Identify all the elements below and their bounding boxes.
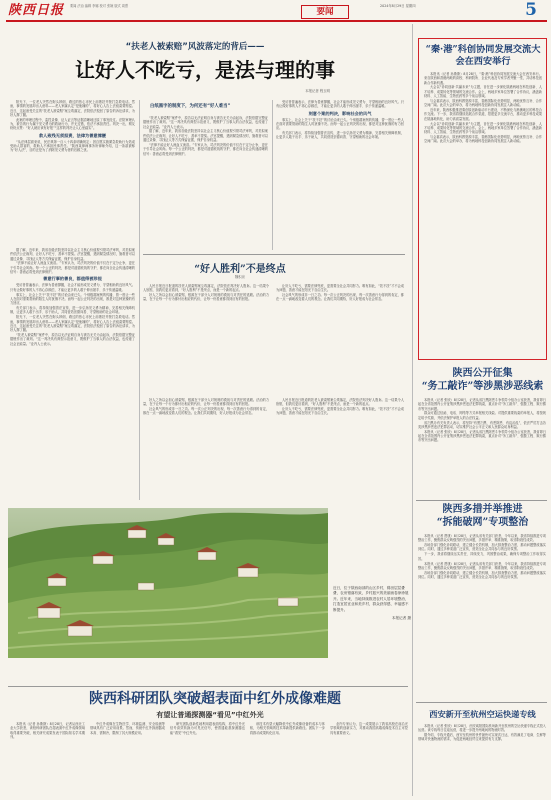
photo-credit: 本报记者 摄 [391, 616, 411, 621]
bottom-story-title: 陕西科研团队突破超表面中红外成像难题 [89, 691, 341, 707]
right-paragraph: 本报讯（记者 张欣）8月28日，记者从省扫黑除恶斗争领导小组办公室获悉，我省即日起在全省范围内公开征集涉黑涉恶违法犯罪线索，重点针对“务工敲诈”、强揽工程、欺行霸市等突出问题。 [418, 429, 546, 443]
header-meta: 要闻 法治 编辑 李娜 校对 张婉 版式 周熹 [70, 4, 129, 8]
opinion-paragraph: 让好人不吃亏，需要法律兜底，更需要全社会共同努力。唯有如此，“扶不扶”才不会成为问题，善意才能在阳光下自由生长。 [276, 284, 404, 293]
opinion-column-4 [276, 398, 404, 498]
opinion-column-2 [276, 284, 404, 394]
bottom-column-5 [330, 722, 408, 798]
opinion-paragraph: 让好人不吃亏，需要法律兜底，更需要全社会共同努力。唯有如此，“扶不扶”才不会成为问题，善意才能在阳光下自由生长。 [276, 407, 404, 416]
section-rule [143, 254, 405, 255]
lead-paragraph: “法律不能让好人流血又流泪。”专家认为，司法判决的价值不仅在于定分止争，更在于引导社会风尚。每一个公正的判决，都是对道德底线的守护，都在向全社会传递清晰的信号：善意必将受到法律保护。 [10, 261, 135, 275]
highlight-body [424, 72, 542, 354]
lead-paragraph: 此案的审理过程中，监控录像、证人证言等证据清晰地还原了事发经过。法院审理认为，被告的行为属于见义勇为的救助行为，并无过错，依法不承担责任。判决一出，网友纷纷点赞：“好人就应该有好报”“这样的判决让人心里踏实”。 [10, 117, 135, 131]
highlight-paragraph: 近年来，陕西积极推进秦创原创新驱动平台建设，不断深化与港澳地区的科技合作交流。下一步，我省将继续拓展合作渠道，搭建更多交流平台，推动更多科技成果在陕落地转化，助力高质量发展。 [424, 108, 542, 121]
lead-subhead: 刻意个案的判决，影响社会的风气 [308, 110, 372, 116]
lead-column-1b [10, 248, 135, 498]
highlight-paragraph: 本报讯（记者 孙斯斯）8月28日，“秦·港”科创协同发展交流大会在西安举行。来自陕西和香港两地的高校、科研院所、企业代表及专家学者齐聚一堂，共话科技创新合作新机遇。 [424, 72, 542, 85]
right-paragraph: 本报讯（记者 张欣）8月28日，西安咸阳国际机场新开至杭州的空运快递专线正式投入运营。该专线每日往返运营，将进一步提升两地间的物流时效。 [418, 724, 546, 733]
column-rule [412, 24, 413, 796]
lead-column-3 [276, 100, 404, 250]
right-paragraph: 各地各部门强化协同联动，建立健全长效机制，加大排查整治力度，推动问题整改落实到位。同时，通过多种渠道广泛宣传，营造全社会共同参与的良好氛围。 [418, 543, 546, 552]
right-paragraph: 据介绍，专线开通后，西安至杭州的快件最快可实现次日达，有效满足了电商、生鲜等领域对快速物流的需求，为促进两地经贸往来提供有力支撑。 [418, 733, 546, 742]
right-story-3-body [418, 724, 546, 796]
lead-paragraph: “法律不能让好人流血又流泪。”专家认为，司法判决的价值不仅在于定分止争，更在于引导社会风尚。每一个公正的判决，都是对道德底线的守护，都在向全社会传递清晰的信号：善意必将受到法律保护。 [143, 142, 268, 156]
lead-subhead: 白纸黑字的制度下，为何还有“好人难当” [150, 104, 231, 109]
opinion-byline: 魏积泉 [234, 275, 246, 279]
masthead-logo: 陕西日报 [8, 3, 65, 18]
highlight-paragraph: 大会以“协同创新·共赢未来”为主题，旨在进一步深化陕港两地在科技创新、人才培养、成果转化等领域的交流合作。会上，两地多家单位签署了合作协议，涵盖新材料、人工智能、生物医药等多个前沿领域。 [424, 121, 542, 135]
opinion-column-1 [143, 284, 269, 394]
section-rule [8, 686, 408, 687]
column-rule [139, 100, 140, 500]
lead-column-1 [10, 100, 135, 245]
opinion-paragraph: 好人之所以会担心被索赔，根源在于部分人对规则的漠视与对责任的逃避。法治的力量，在于让每一个行为都付出相应的代价，让每一份善意都得到应有的回报。 [143, 293, 269, 302]
right-paragraph: 本报讯（记者 张欣）8月28日，记者从省扫黑除恶斗争领导小组办公室获悉，我省即日起在全省范围内公开征集涉黑涉恶违法犯罪线索，重点针对“务工敲诈”、强揽工程、欺行霸市等突出问题。 [418, 398, 546, 411]
bottom-paragraph: 该技术有望大幅降低中红外成像设备的成本与体积，为相关领域的技术革新提供新路径。团队下一步将推动成果转化应用。 [250, 722, 325, 735]
opinion-title: “好人胜利”不是终点 [194, 264, 286, 275]
bottom-column-4 [250, 722, 325, 798]
bottom-paragraph: 业内专家认为，这一成果展示了我省高校在前沿光学领域的创新实力，对推动我国高端成像技术自主可控具有重要意义。 [330, 722, 408, 735]
right-story-1-title-line2: “务工敲诈”等涉黑涉恶线索 [421, 381, 544, 392]
section-rule [416, 702, 547, 703]
highlight-title: “秦·港”科创协同发展交流大会在西安举行 [425, 44, 541, 67]
lead-paragraph: 阳光下，一位老人突然在街头摔倒，路过的热心市民上前搀扶并拨打急救电话。然而，事情的发展却出人意料——老人家属认定“是他撞的”，将好心人告上法庭索要赔偿。近日，这起备受关注的“扶老人被索赔”案尘埃落定，法院依法驳回了原告的诉讼请求，为好人撑了腰。 [10, 100, 135, 117]
right-paragraph: 各地各部门强化协同联动，建立健全长效机制，加大排查整治力度，推动问题整改落实到位。同时，通过多种渠道广泛宣传，营造全社会共同参与的良好氛围。 [418, 570, 546, 580]
highlight-paragraph: 大会以“协同创新·共赢未来”为主题，旨在进一步深化陕港两地在科技创新、人才培养、成果转化等领域的交流合作。会上，两地多家单位签署了合作协议，涵盖新材料、人工智能、生物医药等多个前沿领域。 [424, 85, 542, 99]
opinion-column-3 [143, 398, 269, 498]
bottom-paragraph: 研究团队创新性地利用超表面结构，将中红外光信号高效转换为可见光信号，使普通硅基探测器也能“看见”中红外光。 [170, 722, 245, 735]
lead-paragraph: 据了解，近年来，我省各级法院坚持以社会主义核心价值观引领司法审判，对类似案件依法公正裁判，让好人不吃亏、善举不蒙冤。法官提醒，遇到紧急情况时，施救者可以通过录像、寻找证人等方式保留证据，保护自身权益。 [10, 248, 135, 261]
lead-title: 让好人不吃亏，是法与理的事 [75, 58, 335, 82]
lead-paragraph: “扶老人被索赔”案件中，原告以无法证明自身与被告无关为由起诉，法院依据完整证据链作出了裁判。“这一判决具有典型示范意义，既维护了当事人的合法权益，也传递了社会正能量。”业内人士表示。 [143, 116, 268, 129]
right-paragraph: 省扫黑办有关负责人表示，将坚持“有黑扫黑、有恶除恶、有乱治乱”，依法严厉打击各类涉黑涉恶违法犯罪活动，切实维护社会公平正义和人民群众切身利益。 [418, 420, 546, 429]
right-paragraph: 下一步，我省将继续压实责任、持续发力，巩固整治成果，确保专项整治工作取得实效。 [418, 552, 546, 561]
bottom-column-2 [90, 722, 165, 798]
right-story-1-body [418, 398, 546, 498]
lead-subhead: 救人致残无须担责，法律为善意撑腰 [38, 132, 106, 138]
bottom-paragraph: 中红外成像在生物医学、环境监测、安全检测等领域具有广泛应用前景。然而，传统中红外探测器成本高、需制冷，限制了其大规模应用。 [90, 722, 165, 735]
lead-paragraph: 阳光下，一位老人突然在街头摔倒，路过的热心市民上前搀扶并拨打急救电话。然而，事情的发展却出人意料——老人家属认定“是他撞的”，将好心人告上法庭索要赔偿。近日，这起备受关注的“扶老人被索赔”案尘埃落定，法院依法驳回了原告的诉讼请求，为好人撑了腰。 [10, 315, 135, 333]
right-story-1-title: 陕西公开征集 [452, 368, 513, 379]
right-paragraph: 本报讯（记者 贾康）8月28日，记者从省有关部门获悉，今年以来，我省持续推进专项整治工作，聚焦群众反映强烈的突出问题，多措并举、精准施策，取得阶段性成效。 [418, 561, 546, 570]
right-story-3-title: 西安新开至杭州空运快递专线 [429, 709, 536, 719]
opinion-paragraph: 人民日报近日报道的扶老人被索赔案尘埃落定，法院依法判决好人胜诉。这一结果令人欣慰，但我们更应看到，“好人胜利”不是终点，而是一个新的起点。 [143, 284, 269, 293]
lead-paragraph: 受访者普遍表示，法律为善意撑腰，社会才能形成见义勇为、守望相助的良好风气。只有让做好事的人不再心存顾虑，才能让更多的人敢于伸出援手、乐于传递温暖。 [10, 283, 135, 292]
column-rule [272, 100, 273, 250]
date-line: 2024年8月29日 星期四 [380, 4, 416, 8]
lead-paragraph: 据了解，近年来，我省各级法院坚持以社会主义核心价值观引领司法审判，对类似案件依法公正裁判，让好人不吃亏、善举不蒙冤。法官提醒，遇到紧急情况时，施救者可以通过录像、寻找证人等方式保留证据，保护自身权益。 [143, 129, 268, 143]
right-paragraph: 本报讯（记者 贾康）8月28日，记者从省有关部门获悉，今年以来，我省持续推进专项整治工作，聚焦群众反映强烈的突出问题，多措并举、精准施策，取得阶段性成效。 [418, 534, 546, 543]
opinion-paragraph: 社会风气的形成非一日之功。每一次公正判决的出现，每一次善意行为得到的肯定，都在一点一滴地改变着人们的观念。让我们共同期待，好人好报成为社会常态。 [276, 293, 404, 302]
bottom-column-1 [10, 722, 85, 798]
highlight-paragraph: 与会嘉宾表示，陕西科教资源丰富，香港国际化优势明显，两地优势互补、合作空间广阔。此次大会的举办，将为两地科技创新协同发展注入新动能。 [424, 135, 542, 144]
opinion-paragraph: 人民日报近日报道的扶老人被索赔案尘埃落定，法院依法判决好人胜诉。这一结果令人欣慰，但我们更应看到，“好人胜利”不是终点，而是一个新的起点。 [276, 398, 404, 407]
photo-caption-text: 近日，位于陕西南部的山区乡村，梯田层层叠叠，农房错落有致，乡村振兴的美丽画卷徐徐展开。近年来，当地持续推进农村人居环境整治，打造宜居宜业和美乡村，群众获得感、幸福感不断提升。 [333, 586, 409, 612]
section-rule [416, 500, 547, 501]
lead-paragraph: “扶老人被索赔”案件中，原告以无法证明自身与被告无关为由起诉，法院依据完整证据链作出了裁判。“这一判决具有典型示范意义，既维护了当事人的合法权益，也传递了社会正能量。”业内人士表示。 [10, 333, 135, 346]
right-paragraph: 群众可通过信函、电话、网络等方式举报相关线索。对提供重要线索的举报人，将按规定给予奖励，并依法保护举报人的合法权益。 [418, 411, 546, 420]
landscape-photo [8, 508, 328, 658]
right-story-2-title: 陕西多措并举推进 [442, 504, 523, 515]
lead-byline: 本报记者 程玉明 [305, 89, 330, 93]
lead-paragraph: “从法律层面来说，民法典第一百八十四条明确规定：因自愿实施紧急救助行为造成受助人损害的，救助人不承担民事责任。”陕西某律师事务所律师介绍，这一条款被称为“好人法”，目的正是为了消除见义勇为者的后顾之忧。 [10, 139, 135, 153]
lead-paragraph: 有关部门表示，将持续加强普法宣传，进一步弘扬见义勇为精神，完善相关保障机制，让更多人敢于出手、乐于助人，共同营造崇德向善、守望相助的社会环境。 [276, 131, 404, 140]
lead-column-2 [143, 116, 268, 251]
bottom-story-subtitle: 有望让普通探测器“看见”中红外光 [156, 711, 264, 719]
section-label: 要闻 [301, 5, 349, 19]
opinion-paragraph: 社会风气的形成非一日之功。每一次公正判决的出现，每一次善意行为得到的肯定，都在一点一滴地改变着人们的观念。让我们共同期待，好人好报成为社会常态。 [143, 407, 269, 416]
right-story-2-body [418, 534, 546, 699]
lead-subhead: 善意行事的善良，都值得被珍视 [43, 276, 102, 282]
highlight-paragraph: 与会嘉宾表示，陕西科教资源丰富，香港国际化优势明显，两地优势互补、合作空间广阔。此次大会的举办，将为两地科技创新协同发展注入新动能。 [424, 98, 542, 108]
landscape-photo-drawing [8, 508, 328, 658]
lead-kicker: “扶老人被索赔”风波落定的背后—— [125, 42, 265, 52]
bottom-paragraph: 本报讯（记者 孙斯斯）8月28日，记者从西北工业大学获悉，该校科研团队在超表面中红外成像领域取得重要突破，相关研究成果发表于国际知名学术期刊。 [10, 722, 85, 739]
lead-paragraph: 事实上，社会上关于“扶不扶”的讨论由来已久。个别极端案例的传播，曾一度让一些人在面对需要帮助的陌生人时犹豫不决。而每一起公正判决的出现，都是对这种犹豫的有力回应。 [276, 117, 404, 131]
lead-paragraph: 事实上，社会上关于“扶不扶”的讨论由来已久。个别极端案例的传播，曾一度让一些人在面对需要帮助的陌生人时犹豫不决。而每一起公正判决的出现，都是对这种犹豫的有力回应。 [10, 292, 135, 306]
opinion-paragraph: 好人之所以会担心被索赔，根源在于部分人对规则的漠视与对责任的逃避。法治的力量，在于让每一个行为都付出相应的代价，让每一份善意都得到应有的回报。 [143, 398, 269, 407]
right-story-2-title-line2: “拆能破网”专项整治 [436, 517, 529, 528]
lead-paragraph: 有关部门表示，将持续加强普法宣传，进一步弘扬见义勇为精神，完善相关保障机制，让更多人敢于出手、乐于助人，共同营造崇德向善、守望相助的社会环境。 [10, 306, 135, 315]
photo-caption [333, 586, 411, 621]
page-number: 5 [525, 0, 537, 20]
header-rule [6, 20, 547, 22]
lead-paragraph: 受访者普遍表示，法律为善意撑腰，社会才能形成见义勇为、守望相助的良好风气。只有让做好事的人不再心存顾虑，才能让更多的人敢于伸出援手、乐于传递温暖。 [276, 100, 404, 109]
bottom-column-3 [170, 722, 245, 798]
